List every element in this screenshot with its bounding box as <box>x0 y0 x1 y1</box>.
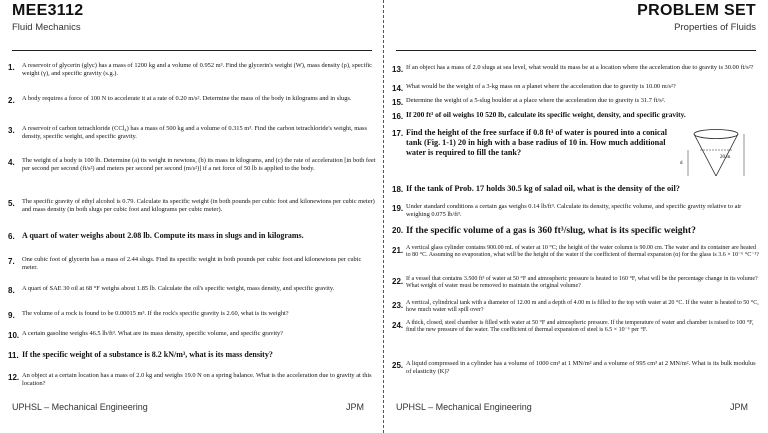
problem-6 <box>8 231 376 241</box>
slide-footer <box>12 402 372 416</box>
problem-number: 25. <box>392 361 404 370</box>
problem-number: 1. <box>8 63 15 72</box>
problem-number: 3. <box>8 126 15 135</box>
problem-11 <box>8 350 376 360</box>
problem-text: If 200 ft³ of oil weighs 10 520 lb, calculate its specific weight, density, and specific gravity. <box>406 110 686 119</box>
problem-text: A vertical glass cylinder contains 900.00 mL of water at 10 °C; the height of the water column is 90.00 cm. The water and its container are heated to 80 °C. Assuming no evaporation, what will be the height of the water if the coefficient of thermal expansion (α) for the glass is 3.6 × 10⁻⁶ °C⁻¹? <box>406 245 759 259</box>
problem-12 <box>8 372 376 387</box>
problem-text: Find the height of the free surface if 0.8 ft³ of water is poured into a conical tank (Fig. 1-1) 20 in high with a base radius of 10 in. How much additional water is required to fill the tank? <box>406 128 668 157</box>
problem-text: The weight of a body is 100 lb. Determine (a) its weight in newtons, (b) its mass in kilograms, and (c) the rate of acceleration [in both feet per second per second (ft/s²) and meters per second per second (m/s²)] if a net force of 50 lb is applied to the body. <box>22 157 376 172</box>
cone-figure <box>660 128 748 180</box>
problem-number: 8. <box>8 286 15 295</box>
problem-8 <box>8 285 376 295</box>
problem-text: What would be the weight of a 3-kg mass on a planet where the acceleration due to gravity is 10.00 m/s²? <box>406 83 676 90</box>
problem-text: A certain gasoline weighs 46.5 lb/ft³. What are its mass density, specific volume, and specific gravity? <box>22 330 284 337</box>
course-code: MEE3112 <box>12 2 84 19</box>
problem-number: 19. <box>392 204 404 213</box>
problem-text: A vertical, cylindrical tank with a diameter of 12.00 m and a depth of 4.00 m is filled to the top with water at 20 °C. If the water is heated to 50 °C, how much water will spill over? <box>406 300 759 314</box>
problem-number: 9. <box>8 311 15 320</box>
problem-text: Determine the weight of a 5-slug boulder at a place where the acceleration due to gravity is 31.7 ft/s². <box>406 97 666 104</box>
slide-right <box>384 0 768 433</box>
problem-20 <box>392 225 760 236</box>
problem-text: A body requires a force of 100 N to accelerate it at a rate of 0.20 m/s². Determine the mass of the body in kilograms and in slugs. <box>22 95 352 102</box>
footer-institution: UPHSL – Mechanical Engineering <box>12 402 148 412</box>
set-topic: Properties of Fluids <box>674 22 756 33</box>
problem-text: A liquid compressed in a cylinder has a volume of 1000 cm³ at 1 MN/m² and a volume of 995 cm³ at 2 MN/m². What is its bulk modulus of elasticity (K)? <box>406 360 756 375</box>
problem-4 <box>8 157 376 172</box>
problem-text: An object at a certain location has a mass of 2.0 kg and weighs 19.0 N on a spring balance. What is the acceleration due to gravity at this location? <box>22 372 372 387</box>
problem-17 <box>392 128 672 158</box>
problem-text: The specific gravity of ethyl alcohol is 0.79. Calculate its specific weight (in both pounds per cubic foot and kilonewtons per cubic meter) and mass density (in both slugs per cubic foot and kilograms per cubic meter). <box>22 198 375 213</box>
cone-d-label: d <box>680 161 683 166</box>
problem-text: A quart of SAE 30 oil at 68 °F weighs about 1.85 lb. Calculate the oil's specific weight, mass density, and specific gravity. <box>22 285 335 292</box>
footer-initials: JPM <box>346 402 364 412</box>
problem-2 <box>8 95 376 105</box>
problem-23 <box>392 300 760 314</box>
problem-number: 21. <box>392 246 404 255</box>
problem-number: 16. <box>392 112 404 121</box>
slide-footer <box>396 402 756 416</box>
problem-text: The volume of a rock is found to be 0.00015 m³. If the rock's specific gravity is 2.60, what is its weight? <box>22 310 289 317</box>
problem-9 <box>8 310 376 320</box>
problem-22 <box>392 276 760 290</box>
problem-text: If the specific weight of a substance is 8.2 kN/m³, what is its mass density? <box>22 350 273 359</box>
problem-number: 6. <box>8 232 15 241</box>
problem-number: 5. <box>8 199 15 208</box>
problem-number: 10. <box>8 331 20 340</box>
problem-18 <box>392 184 760 194</box>
problem-3 <box>8 125 376 140</box>
cone-height-label: 20 in <box>720 155 731 160</box>
problem-15 <box>392 97 760 107</box>
problem-text: One cubic foot of glycerin has a mass of 2.44 slugs. Find its specific weight in both pounds per cubic foot and kilonewtons per cubic meter. <box>22 256 362 271</box>
problem-13 <box>392 64 760 74</box>
slide-header <box>12 2 372 50</box>
set-title: PROBLEM SET <box>637 2 756 19</box>
problem-5 <box>8 198 376 213</box>
problem-number: 15. <box>392 98 404 107</box>
footer-initials: JPM <box>730 402 748 412</box>
problem-25 <box>392 360 760 375</box>
problem-text: A thick, closed, steel chamber is filled with water at 50 °F and atmospheric pressure. If the temperature of water and chamber is raised to 100 °F, find the new pressure of the water. The coefficient of thermal expansion of steel is 6.5 × 10⁻⁶ per °F. <box>406 320 754 334</box>
problem-16 <box>392 111 760 121</box>
problem-number: 12. <box>8 373 20 382</box>
problem-number: 14. <box>392 84 404 93</box>
problem-1 <box>8 62 376 77</box>
header-rule <box>12 50 372 51</box>
problem-text: A reservoir of glycerin (glyc) has a mass of 1200 kg and a volume of 0.952 m³. Find the glycerin's weight (W), mass density (ρ), specific weight (γ), and specific gravity (s.g.). <box>22 62 373 77</box>
problem-text: A quart of water weighs about 2.08 lb. Compute its mass in slugs and in kilograms. <box>22 231 304 240</box>
problem-text: If a vessel that contains 3.500 ft³ of water at 50 °F and atmospheric pressure is heated to 160 °F, what will be the percentage change in its volume? What weight of water must be removed to maintain the original volume? <box>406 276 758 290</box>
problem-text: If an object has a mass of 2.0 slugs at sea level, what would its mass be at a location where the acceleration due to gravity is 30.00 ft/s²? <box>406 64 754 71</box>
problem-10 <box>8 330 376 340</box>
problem-number: 24. <box>392 321 404 330</box>
problem-7 <box>8 256 376 271</box>
problem-text: A reservoir of carbon tetrachloride (CCl₄) has a mass of 500 kg and a volume of 0.315 m³. Find the carbon tetrachloride's weight, mass density, specific weight, and specific gravity. <box>22 125 367 140</box>
problem-text: If the tank of Prob. 17 holds 30.5 kg of salad oil, what is the density of the oil? <box>406 184 680 193</box>
problem-number: 2. <box>8 96 15 105</box>
problem-number: 13. <box>392 65 404 74</box>
problem-text: Under standard conditions a certain gas weighs 0.14 lb/ft³. Calculate its density, specific volume, and specific gravity relative to air weighing 0.075 lb/ft³. <box>406 203 742 218</box>
problem-number: 22. <box>392 277 404 286</box>
course-name: Fluid Mechanics <box>12 22 81 33</box>
problem-19 <box>392 203 760 218</box>
problem-14 <box>392 83 760 93</box>
problem-number: 7. <box>8 257 15 266</box>
problem-21 <box>392 245 760 259</box>
problem-number: 18. <box>392 185 404 194</box>
problem-24 <box>392 320 760 334</box>
problem-number: 20. <box>392 226 404 235</box>
slide-header <box>396 2 756 50</box>
problem-text: If the specific volume of a gas is 360 ft³/slug, what is its specific weight? <box>406 225 696 236</box>
problem-number: 23. <box>392 301 404 310</box>
header-rule <box>396 50 756 51</box>
footer-institution: UPHSL – Mechanical Engineering <box>396 402 532 412</box>
problem-number: 4. <box>8 158 15 167</box>
problem-number: 17. <box>392 129 404 138</box>
problem-number: 11. <box>8 351 19 360</box>
